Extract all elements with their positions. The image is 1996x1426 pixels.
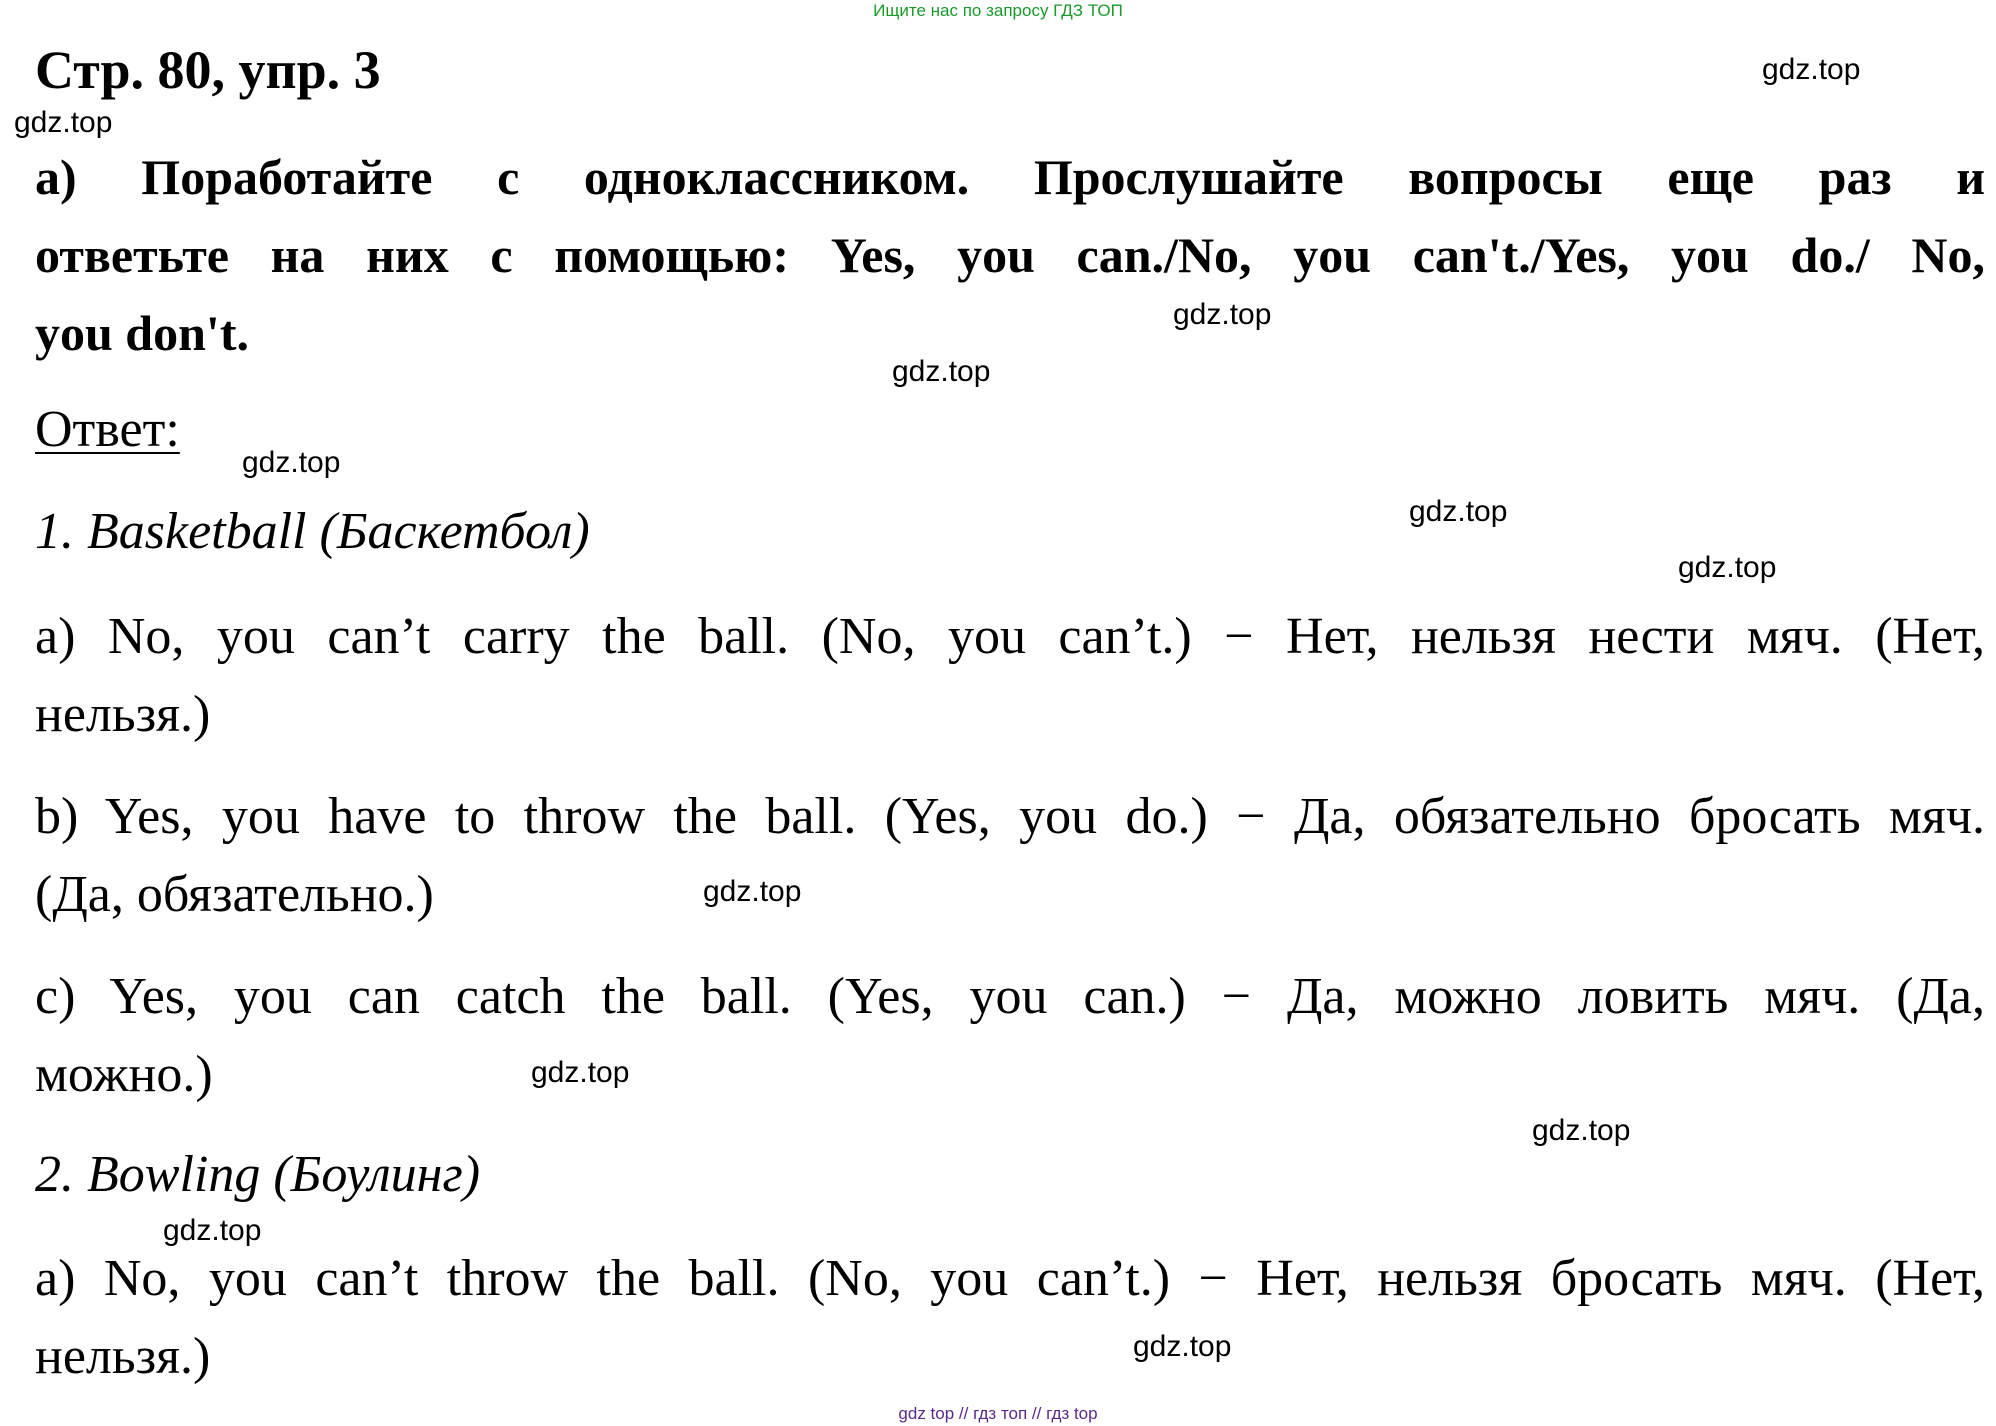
watermark: gdz.top [14, 106, 113, 139]
watermark: gdz.top [1762, 53, 1861, 86]
task-text [35, 138, 1985, 372]
watermark: gdz.top [242, 446, 341, 479]
watermark: gdz.top [1678, 551, 1777, 584]
page-title: Стр. 80, упр. 3 [35, 40, 381, 100]
task-line-3: you don't. [35, 305, 249, 361]
answer-line: a) No, you can’t carry the ball. (No, you can’t.) − Нет, нельзя нести мяч. (Нет, [35, 608, 1985, 665]
watermark: gdz.top [1173, 298, 1272, 331]
answer-line: c) Yes, you can catch the ball. (Yes, you can.) − Да, можно ловить мяч. (Да, [35, 968, 1985, 1025]
answer-line: b) Yes, you have to throw the ball. (Yes, you do.) − Да, обязательно бросать мяч. [35, 788, 1985, 845]
top-banner: Ищите нас по запросу ГДЗ ТОП [873, 1, 1123, 20]
task-line-2: ответьте на них с помощью: Yes, you can./No, you can't./Yes, you do./ No, [35, 227, 1985, 283]
answer-item [35, 778, 1985, 934]
section-heading-basketball: 1. Basketball (Баскетбол) [35, 503, 590, 560]
answer-line: нельзя.) [35, 686, 211, 743]
watermark: gdz.top [1532, 1114, 1631, 1147]
watermark: gdz.top [1409, 495, 1508, 528]
task-line-1: a) Поработайте с одноклассником. Прослушайте вопросы еще раз и [35, 149, 1985, 205]
answer-item [35, 598, 1985, 754]
section-heading-bowling: 2. Bowling (Боулинг) [35, 1146, 481, 1203]
answer-line: нельзя.) [35, 1328, 211, 1385]
answer-line: (Да, обязательно.) [35, 866, 434, 923]
watermark: gdz.top [163, 1214, 262, 1247]
watermark: gdz.top [531, 1056, 630, 1089]
footer-watermark: gdz top // гдз топ // гдз top [898, 1404, 1098, 1423]
answer-item [35, 1240, 1985, 1396]
answer-line: можно.) [35, 1046, 213, 1103]
answer-item [35, 958, 1985, 1114]
watermark: gdz.top [892, 355, 991, 388]
answer-label: Ответ: [35, 401, 180, 458]
answer-line: a) No, you can’t throw the ball. (No, you can’t.) − Нет, нельзя бросать мяч. (Нет, [35, 1250, 1985, 1307]
watermark: gdz.top [1133, 1330, 1232, 1363]
watermark: gdz.top [703, 875, 802, 908]
